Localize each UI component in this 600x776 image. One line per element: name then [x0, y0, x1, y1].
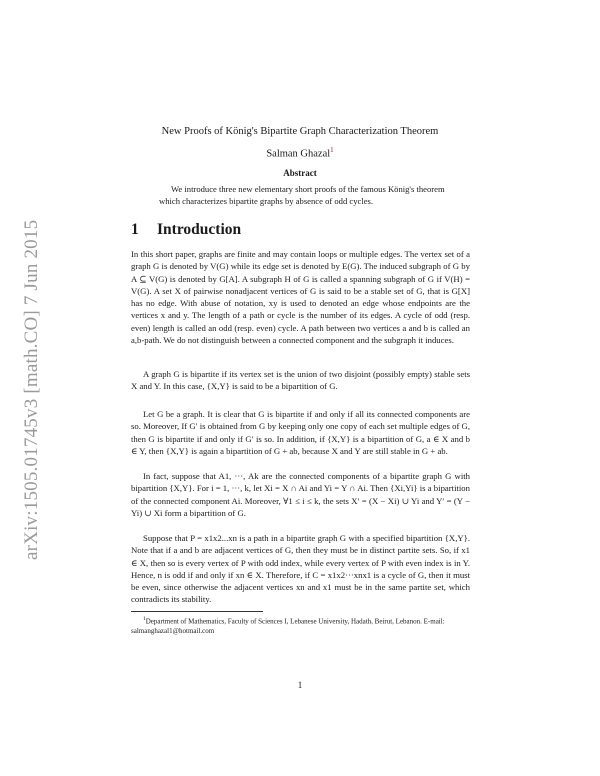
- section-title: Introduction: [157, 221, 242, 238]
- footnote-text: Department of Mathematics, Faculty of Sciences I, Lebanese University, Hadath, Beirut, Lebanon. E-mail: salmanghazal1@hotmail.com: [131, 617, 445, 635]
- paragraph-intro: In this short paper, graphs are finite and may contain loops or multiple edges. The vertex set of a graph G is denoted by V(G) while its edge set is denoted by E(G). The induced subgraph of G by A ⊆ V(G) is denoted by G[A]. A subgraph H of G is called a spanning subgraph of G if V(H) = V(G). A set X of pairwise nonadjacent vertices of G is said to be a stable set of G, that is G[X] has no edge. With abuse of notation, xy is used to denoted an edge whose endpoints are the vertices x and y. The length of a path or cycle is the number of its edges. A cycle of odd (resp. even) length is called an odd (resp. even) cycle. A path between two vertices a and b is called an a,b-path. We do not distinguish between a connected component and the subgraph it induces.: [131, 249, 470, 346]
- paper-title: New Proofs of König's Bipartite Graph Characterization Theorem: [161, 126, 439, 137]
- paragraph-components: Let G be a graph. It is clear that G is bipartite if and only if all its connected components are so. Moreover, If G′ is obtained from G by keeping only one copy of each set multiple edges of G, then G is bipartite if and only if G′ is so. In addition, if {X,Y} is a bipartition of G, a ∈ X and b ∈ Y, then {X,Y} is again a bipartition of G + ab, because X and Y are still stable in G + ab.: [131, 409, 470, 456]
- page-number: 1: [297, 680, 303, 690]
- section-heading: [131, 221, 241, 239]
- author-footnote-mark[interactable]: 1: [330, 146, 334, 154]
- paragraph-bipartite-definition: A graph G is bipartite if its vertex set is the union of two disjoint (possibly empty) stable sets X and Y. In this case, {X,Y} is said to be a bipartition of G.: [131, 369, 470, 392]
- footnote-divider: [131, 611, 263, 612]
- paragraph-bipartition: In fact, suppose that A1, ···, Ak are the connected components of a bipartite graph G with bipartition {X,Y}. For i = 1, ···, k, let Xi = X ∩ Ai and Yi = Y ∩ Ai. Then {Xi,Yi} is a bipartition of the connected component Ai. Moreover, ∀1 ≤ i ≤ k, the sets X′ = (X − Xi) ∪ Yi and Y′ = (Y − Yi) ∪ Xi form a bipartition of G.: [131, 471, 470, 518]
- abstract-body: [159, 183, 459, 207]
- abstract-heading: Abstract: [283, 168, 317, 178]
- paragraph-path: Suppose that P = x1x2...xn is a path in a bipartite graph G with a specified bipartition {X,Y}. Note that if a and b are adjacent vertices of G, then they must be in distinct partite sets. So, if x1 ∈ X, then so is every vertex of P with odd index, while every vertex of P with even index is in Y. Hence, n is odd if and only if xn ∈ X. Therefore, if C = x1x2···xnx1 is a cycle of G, then it must be even, since otherwise the adjacent vertices xn and x1 must be in the same partite set, which contradicts its stability.: [131, 533, 470, 605]
- footnote: [131, 615, 470, 636]
- author-line: [0, 146, 600, 160]
- abstract-text: We introduce three new elementary short proofs of the famous König's theorem which characterizes bipartite graphs by absence of odd cycles.: [159, 184, 445, 206]
- author-name: Salman Ghazal: [266, 148, 331, 160]
- section-number: 1: [131, 221, 139, 238]
- footnote-mark: 1: [143, 616, 146, 622]
- arxiv-identifier: arXiv:1505.01745v3 [math.CO] 7 Jun 2015: [21, 219, 42, 560]
